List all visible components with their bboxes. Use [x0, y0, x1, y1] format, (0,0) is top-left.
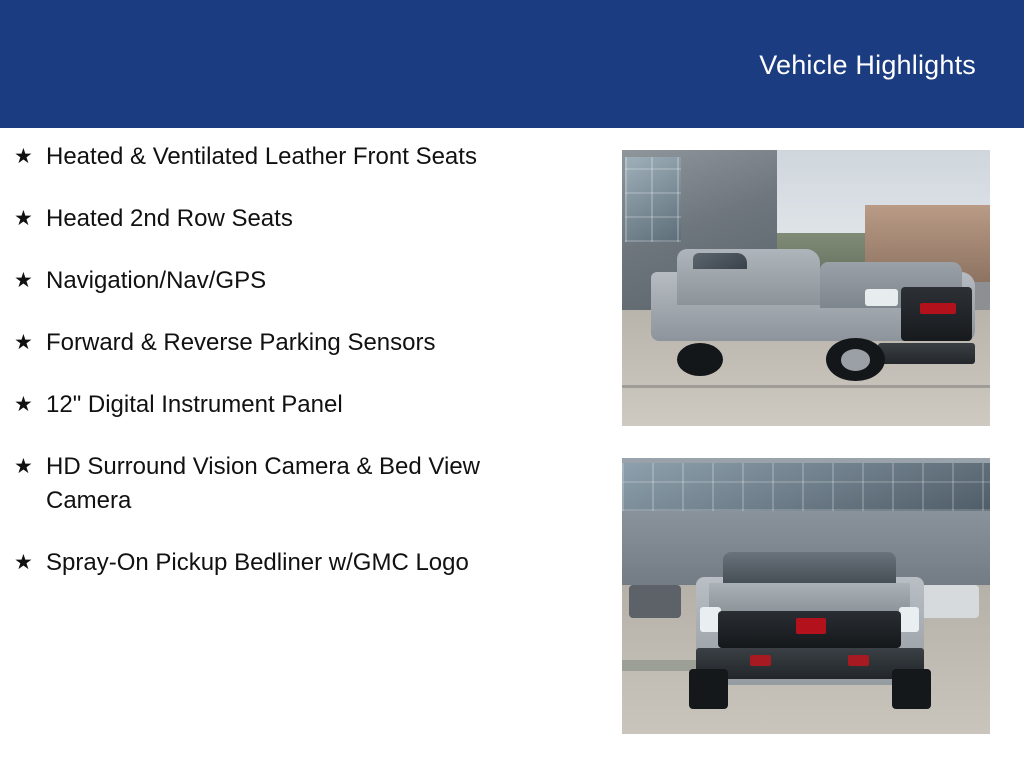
- background-vehicle: [920, 585, 979, 618]
- cab-windows: [693, 253, 747, 270]
- front-tire-right: [892, 669, 931, 709]
- background-vehicle: [629, 585, 681, 618]
- slide-content: [0, 128, 1024, 768]
- feature-list: [0, 140, 600, 608]
- feature-label: Heated 2nd Row Seats: [46, 205, 293, 232]
- list-item: [0, 140, 600, 174]
- list-item: [0, 326, 600, 360]
- building-glass: [625, 157, 681, 243]
- lot-line: [622, 385, 990, 388]
- truck-body: [651, 249, 975, 376]
- feature-label: 12" Digital Instrument Panel: [46, 391, 343, 418]
- rear-wheel: [826, 338, 884, 381]
- star-icon: ★: [14, 269, 33, 292]
- photo-column: [622, 150, 990, 766]
- list-item: [0, 202, 600, 236]
- front-bumper: [878, 343, 975, 363]
- building-glass: [622, 463, 990, 511]
- grille: [901, 287, 972, 340]
- header-bar: [0, 0, 1024, 128]
- truck-body: [696, 552, 924, 707]
- truck-cab: [677, 249, 819, 305]
- feature-label: Heated & Ventilated Leather Front Seats: [46, 143, 477, 170]
- feature-label: Spray-On Pickup Bedliner w/GMC Logo: [46, 549, 469, 576]
- star-icon: ★: [14, 207, 33, 230]
- wheel-rim: [841, 349, 870, 371]
- front-wheel: [677, 343, 722, 376]
- star-icon: ★: [14, 455, 33, 478]
- list-item: [0, 450, 600, 518]
- star-icon: ★: [14, 331, 33, 354]
- star-icon: ★: [14, 551, 33, 574]
- front-tire-left: [689, 669, 728, 709]
- feature-label: Navigation/Nav/GPS: [46, 267, 267, 294]
- truck-hood: [709, 583, 910, 611]
- vehicle-photo-front-three-quarter: [622, 150, 990, 426]
- tow-hook-right: [848, 655, 869, 666]
- windshield: [723, 552, 896, 586]
- gmc-badge: [796, 618, 826, 633]
- star-icon: ★: [14, 393, 33, 416]
- list-item: [0, 264, 600, 298]
- feature-label: Forward & Reverse Parking Sensors: [46, 329, 436, 356]
- feature-label: HD Surround Vision Camera & Bed View Camera: [46, 453, 480, 514]
- front-bumper: [696, 648, 924, 679]
- tow-hook-left: [750, 655, 771, 666]
- vehicle-photo-front: [622, 458, 990, 734]
- list-item: [0, 546, 600, 580]
- headlight-right: [899, 607, 920, 632]
- star-icon: ★: [14, 145, 33, 168]
- list-item: [0, 388, 600, 422]
- headlight: [865, 289, 897, 307]
- page-title: Vehicle Highlights: [759, 50, 976, 80]
- gmc-badge: [920, 303, 956, 314]
